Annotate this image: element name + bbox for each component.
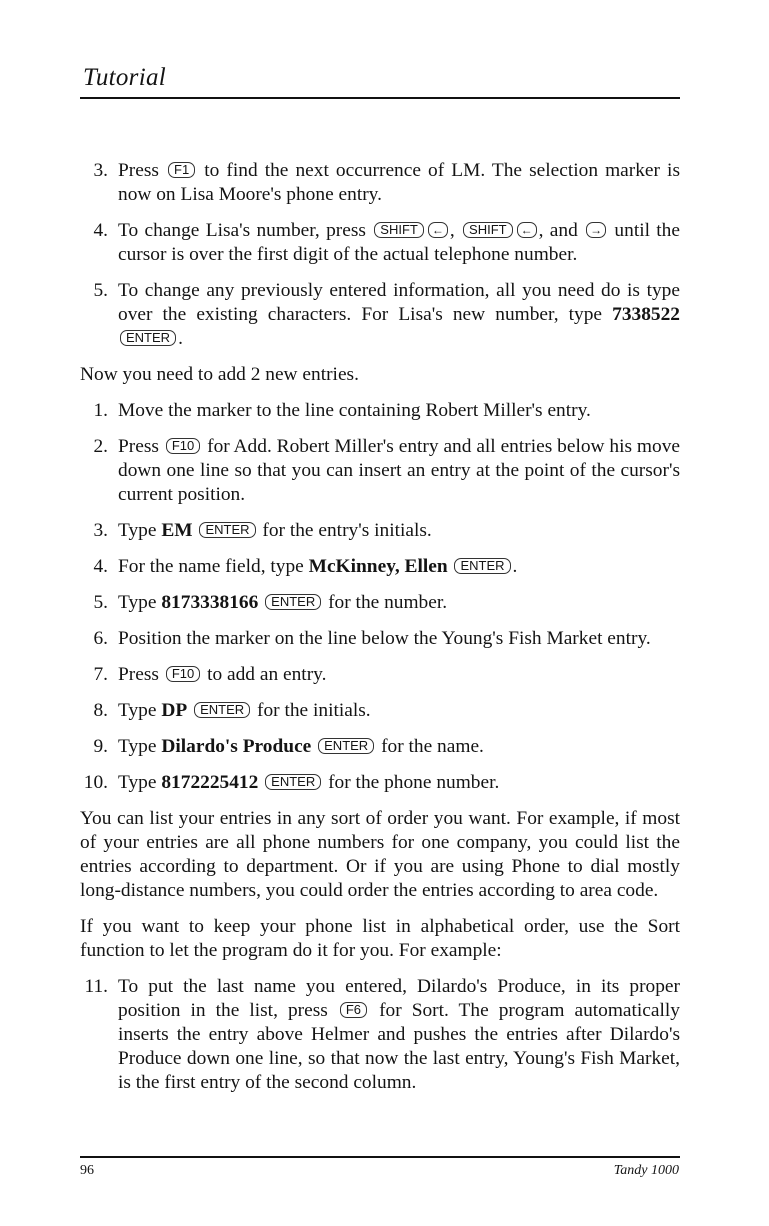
- step-number: 5.: [93, 592, 108, 613]
- typed-input: 8172225412: [161, 772, 259, 793]
- step-number: 10.: [83, 772, 108, 793]
- enter-key: ENTER: [120, 330, 176, 346]
- list-item: [80, 735, 680, 759]
- step-text: Press: [118, 436, 159, 457]
- footer-rule: [80, 1156, 680, 1158]
- step-text: for Add. Robert Miller's entry and all entries below his move down one line so that you can insert an entry at the point of the cursor's current position.: [118, 436, 680, 505]
- body-paragraph: If you want to keep your phone list in alphabetical order, use the Sort function to let the program do it for you. For example:: [80, 916, 680, 961]
- step-text: for the number.: [328, 592, 448, 613]
- step-number: 6.: [93, 628, 108, 649]
- f6-key: F6: [340, 1002, 367, 1018]
- step-text: Move the marker to the line containing Robert Miller's entry.: [118, 400, 591, 421]
- enter-key: ENTER: [265, 774, 321, 790]
- step-text: Press: [118, 664, 159, 685]
- step-text: for the name.: [381, 736, 484, 757]
- body-paragraph: You can list your entries in any sort of order you want. For example, if most of your entries are all phone numbers for one company, you could list the entries according to department. Or if you are using Phone to dial mostly long-distance numbers, you could order the entries according to area code.: [80, 808, 680, 901]
- step-text: .: [178, 328, 183, 349]
- step-text: , and: [538, 220, 578, 241]
- typed-input: McKinney, Ellen: [308, 556, 448, 577]
- typed-input: 7338522: [612, 304, 680, 325]
- list-item: [80, 975, 680, 1095]
- step-text: Press: [118, 160, 159, 181]
- typed-input: Dilardo's Produce: [161, 736, 312, 757]
- step-text: for the initials.: [257, 700, 371, 721]
- steps-list-c: [80, 975, 680, 1095]
- step-text: for Sort. The program automatically inserts the entry above Helmer and pushes the entries after Dilardo's Produce down one line, so that now the last entry, Young's Fish Market, is the first entry of the second column.: [118, 1000, 680, 1093]
- step-text: To change any previously entered information, all you need do is type over the existing characters. For Lisa's new number, type: [118, 280, 680, 325]
- step-text: ,: [449, 220, 455, 241]
- step-text: To change Lisa's number, press: [118, 220, 366, 241]
- enter-key: ENTER: [265, 594, 321, 610]
- left-arrow-key-icon: ←: [517, 222, 537, 238]
- list-item: [80, 699, 680, 723]
- step-text: Type: [118, 700, 157, 721]
- typed-input: DP: [161, 700, 188, 721]
- shift-key: SHIFT: [463, 222, 513, 238]
- right-arrow-key-icon: →: [586, 222, 606, 238]
- step-number: 11.: [84, 976, 108, 997]
- f1-key: F1: [168, 162, 195, 178]
- step-number: 5.: [93, 280, 108, 301]
- step-number: 4.: [93, 556, 108, 577]
- list-item: [80, 279, 680, 351]
- enter-key: ENTER: [199, 522, 255, 538]
- step-text: Type: [118, 736, 157, 757]
- step-text: For the name field, type: [118, 556, 304, 577]
- step-number: 8.: [93, 700, 108, 721]
- steps-list-a: [80, 159, 680, 351]
- step-text: .: [512, 556, 518, 577]
- enter-key: ENTER: [194, 702, 250, 718]
- list-item: [80, 771, 680, 795]
- steps-list-b: [80, 399, 680, 795]
- left-arrow-key-icon: ←: [428, 222, 448, 238]
- step-number: 1.: [93, 400, 108, 421]
- step-text: for the entry's initials.: [262, 520, 432, 541]
- step-number: 2.: [93, 436, 108, 457]
- list-item: [80, 555, 680, 579]
- list-item: [80, 591, 680, 615]
- page-content: [80, 159, 680, 1107]
- list-item: [80, 519, 680, 543]
- step-number: 3.: [93, 520, 108, 541]
- enter-key: ENTER: [454, 558, 510, 574]
- list-item: [80, 159, 680, 207]
- step-text: to find the next occurrence of LM. The selection marker is now on Lisa Moore's phone entry.: [118, 160, 680, 205]
- step-number: 3.: [93, 160, 108, 181]
- intro-paragraph: Now you need to add 2 new entries.: [80, 364, 359, 385]
- step-number: 9.: [93, 736, 108, 757]
- page-number: 96: [80, 1163, 94, 1178]
- f10-key: F10: [166, 438, 200, 454]
- step-text: to add an entry.: [207, 664, 327, 685]
- footer-brand: Tandy 1000: [613, 1163, 679, 1178]
- shift-key: SHIFT: [374, 222, 424, 238]
- step-number: 4.: [93, 220, 108, 241]
- typed-input: EM: [161, 520, 193, 541]
- step-text: Position the marker on the line below the Young's Fish Market entry.: [118, 628, 651, 649]
- page-header-title: Tutorial: [83, 64, 166, 91]
- step-text: for the phone number.: [328, 772, 500, 793]
- typed-input: 8173338166: [161, 592, 259, 613]
- step-text: To put the last name you entered, Dilardo's Produce, in its proper position in the list, press: [118, 976, 680, 1021]
- f10-key: F10: [166, 666, 200, 682]
- list-item: [80, 219, 680, 267]
- header-rule: [80, 97, 680, 99]
- step-text: Type: [118, 772, 157, 793]
- step-text: Type: [118, 592, 157, 613]
- list-item: [80, 399, 680, 423]
- step-text: Type: [118, 520, 157, 541]
- step-text: until the cursor is over the first digit of the actual telephone number.: [118, 220, 680, 265]
- step-number: 7.: [93, 664, 108, 685]
- list-item: [80, 435, 680, 507]
- list-item: [80, 663, 680, 687]
- enter-key: ENTER: [318, 738, 374, 754]
- list-item: [80, 627, 680, 651]
